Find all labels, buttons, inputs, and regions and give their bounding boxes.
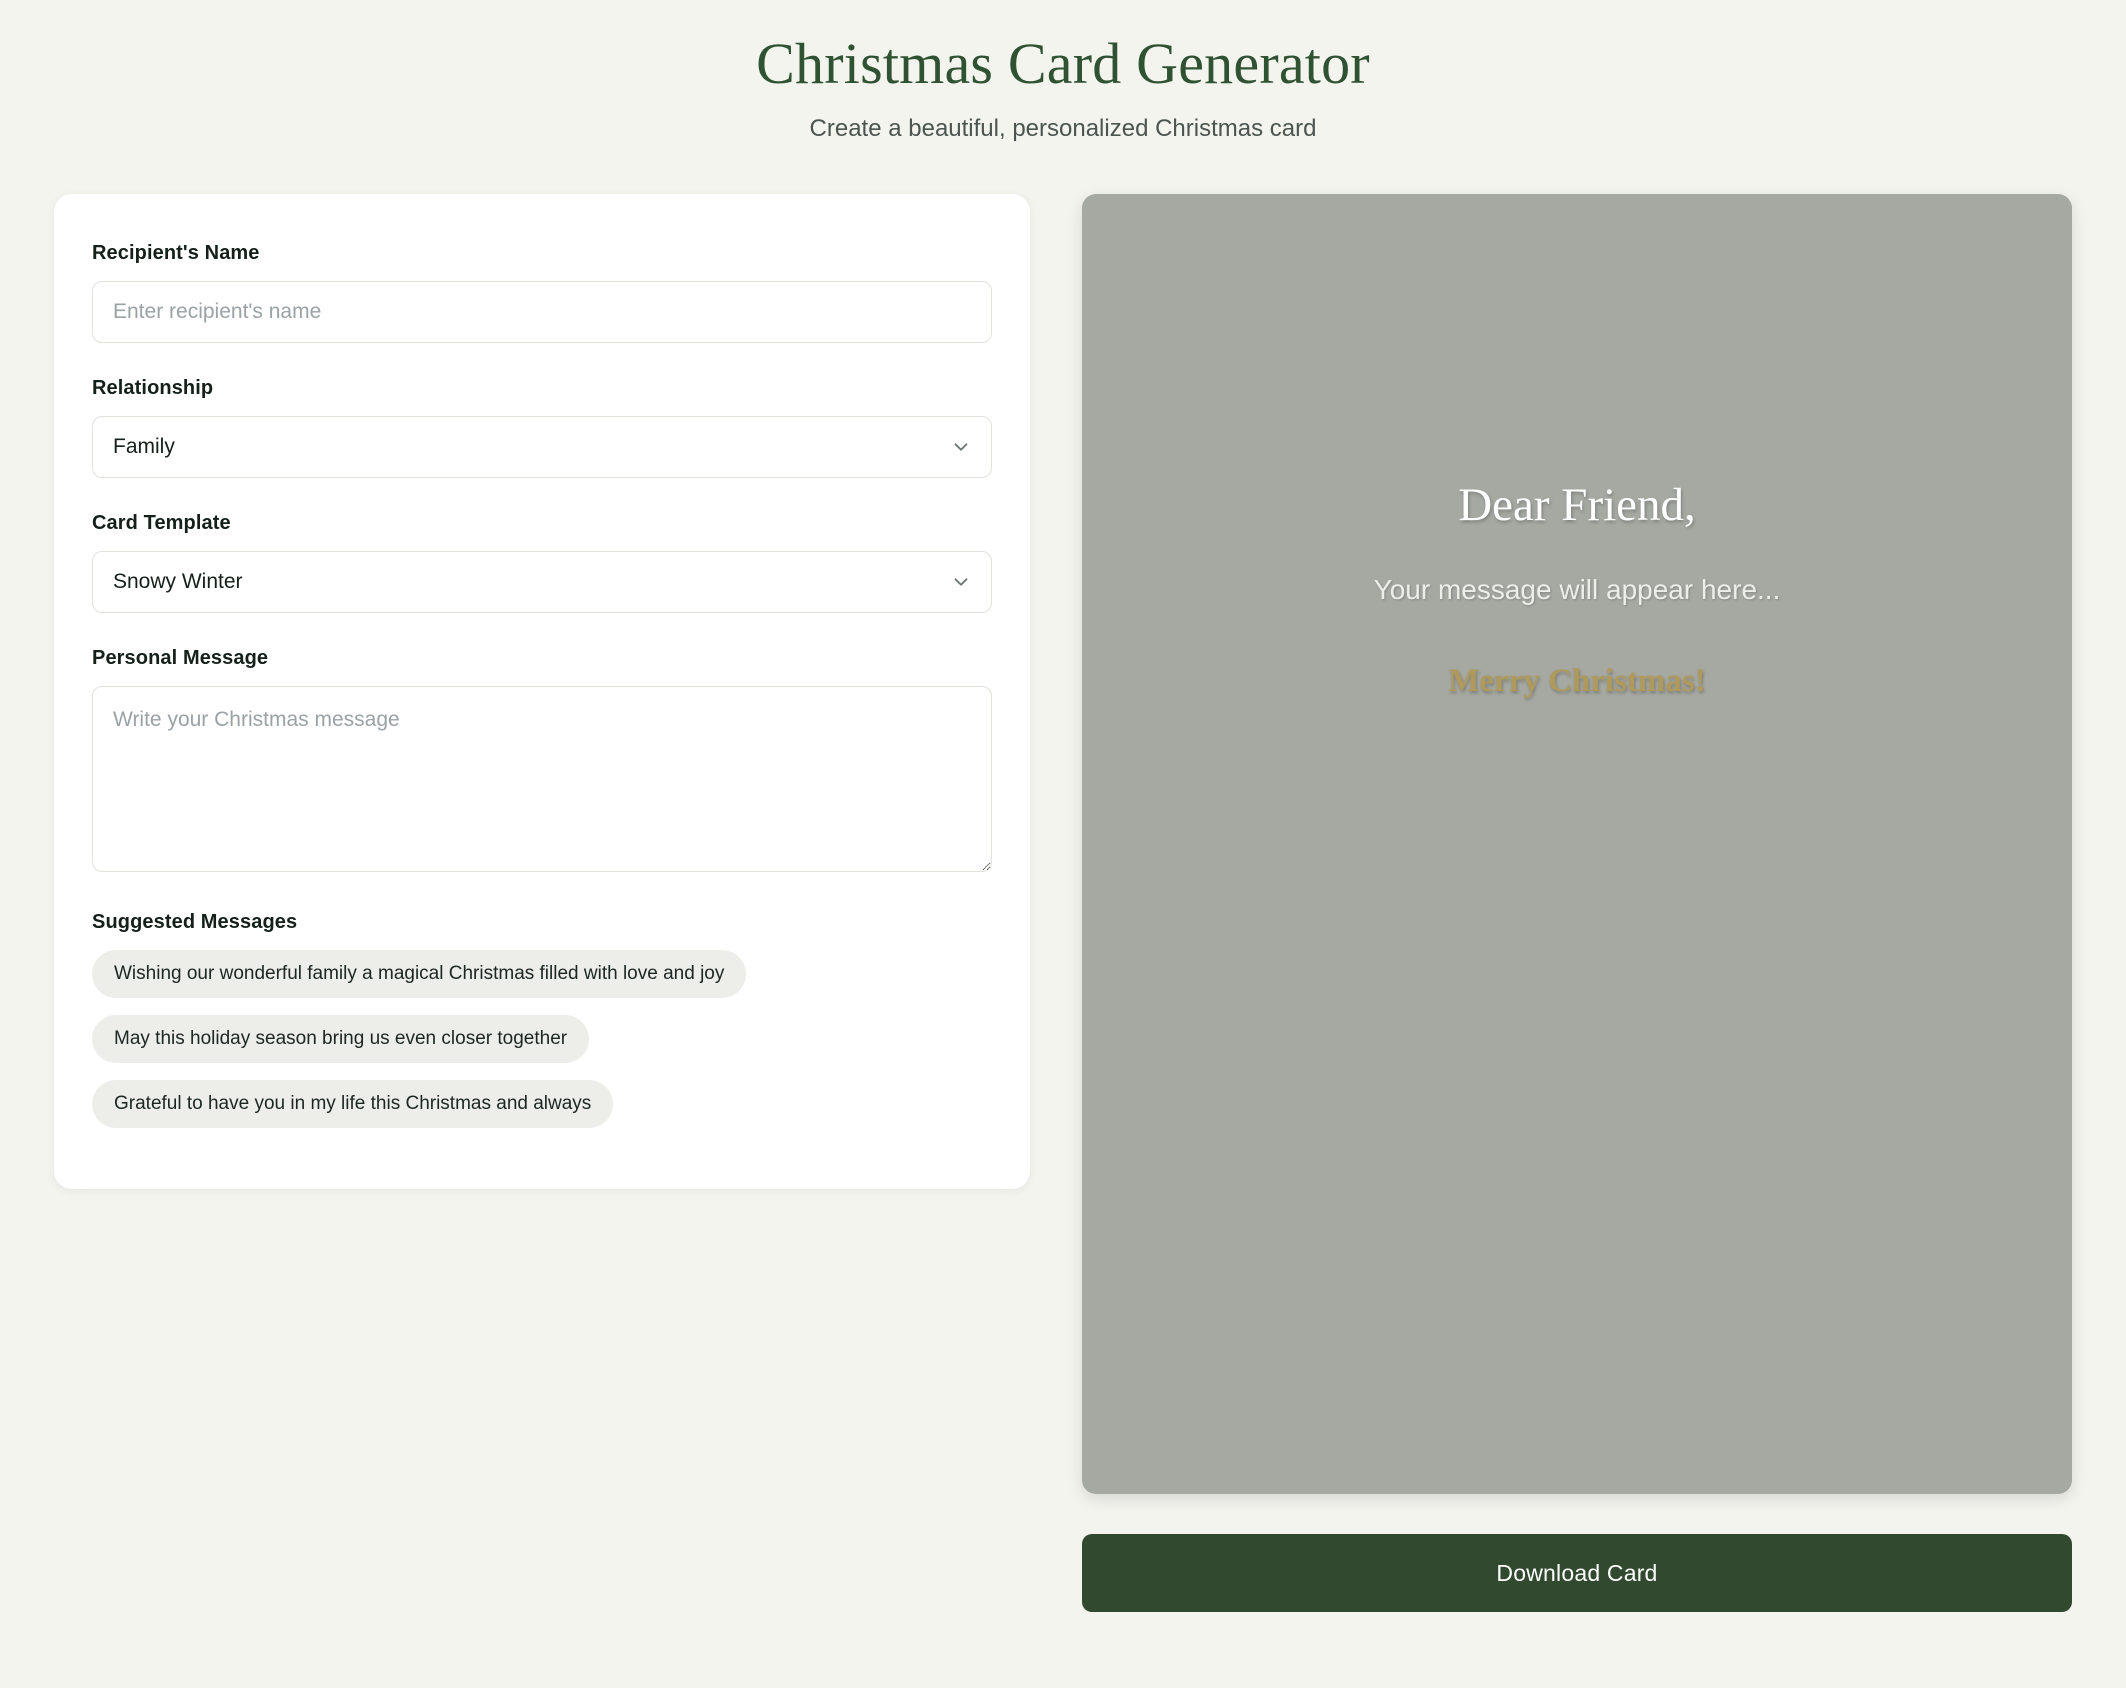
- personal-message-field: [92, 647, 992, 877]
- relationship-select-wrapper: [92, 416, 992, 478]
- relationship-select[interactable]: Family: [92, 416, 992, 478]
- suggestion-row: [92, 1080, 992, 1145]
- personal-message-label: Personal Message: [92, 647, 269, 669]
- card-preview: [1082, 194, 2072, 1494]
- recipient-name-input[interactable]: [92, 281, 992, 343]
- card-template-field: [92, 512, 992, 613]
- card-template-label: Card Template: [92, 512, 231, 534]
- suggestion-chip[interactable]: Wishing our wonderful family a magical Christmas filled with love and joy: [92, 950, 746, 998]
- card-form-panel: [54, 194, 1030, 1189]
- page-header: [0, 0, 2126, 143]
- personal-message-textarea[interactable]: [92, 686, 992, 872]
- card-greeting: Dear Friend,: [1458, 479, 1696, 532]
- suggested-messages-label: Suggested Messages: [92, 911, 298, 933]
- suggestion-row: [92, 1015, 992, 1080]
- suggested-messages-section: [92, 911, 992, 1145]
- download-card-button[interactable]: Download Card: [1082, 1534, 2072, 1612]
- preview-panel: [1082, 194, 2072, 1612]
- recipient-name-field: [92, 242, 992, 343]
- card-template-select-wrapper: [92, 551, 992, 613]
- relationship-field: [92, 377, 992, 478]
- relationship-label: Relationship: [92, 377, 214, 399]
- suggestion-chip[interactable]: May this holiday season bring us even closer together: [92, 1015, 589, 1063]
- recipient-name-label: Recipient's Name: [92, 242, 260, 264]
- card-template-select[interactable]: Snowy Winter: [92, 551, 992, 613]
- suggestion-chip[interactable]: Grateful to have you in my life this Christmas and always: [92, 1080, 613, 1128]
- card-preview-content: [1082, 194, 2072, 984]
- page-title: Christmas Card Generator: [756, 31, 1370, 96]
- card-message: Your message will appear here...: [1373, 574, 1781, 606]
- card-closing: Merry Christmas!: [1448, 662, 1706, 699]
- page-subtitle: Create a beautiful, personalized Christmas card: [809, 114, 1317, 142]
- suggestion-row: [92, 950, 992, 1015]
- main-layout: [54, 194, 2072, 1612]
